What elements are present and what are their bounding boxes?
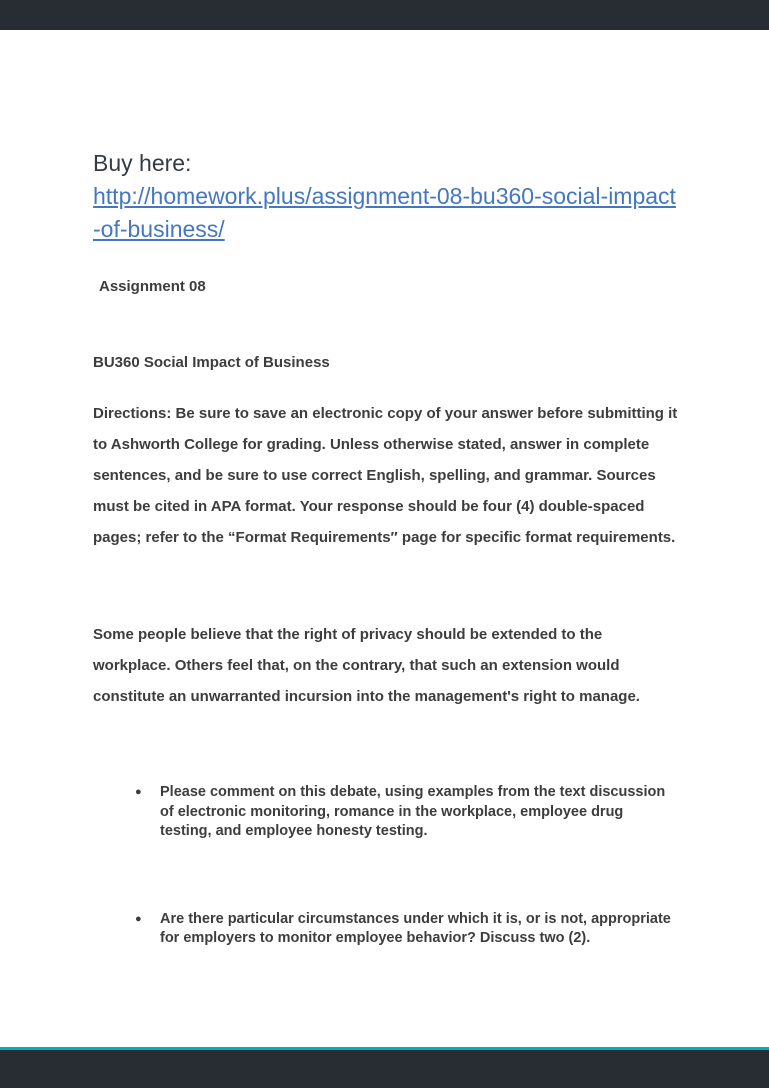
bullet-text: Are there particular circumstances under which it is, or is not, appropriate for employers to monitor employee behavior? Discuss two (2).: [160, 910, 671, 946]
viewer-bottom-bar: [0, 1050, 769, 1088]
course-title: BU360 Social Impact of Business: [93, 354, 330, 371]
product-link[interactable]: http://homework.plus/assignment-08-bu360-social-impact-of-business/: [93, 183, 676, 242]
bullet-list: [93, 783, 676, 949]
directions-paragraph: Directions: Be sure to save an electronic copy of your answer before submitting it to Ashworth College for grading. Unless otherwise stated, answer in complete sentences, and be sure to use correct English, spelling, and grammar. Sources must be cited in APA format. Your response should be four (4) double-spaced pages; refer to the “Format Requirements″ page for specific format requirements.: [93, 405, 678, 546]
bullet-text: Please comment on this debate, using examples from the text discussion of electronic monitoring, romance in the workplace, employee drug testing, and employee honesty testing.: [160, 784, 666, 839]
assignment-number: Assignment 08: [99, 278, 206, 295]
privacy-debate-paragraph: Some people believe that the right of privacy should be extended to the workplace. Others feel that, on the contrary, that such an extension would constitute an unwarranted incursion into the management's right to manage.: [93, 626, 640, 705]
bullet-icon: ●: [135, 786, 142, 798]
bullet-icon: ●: [135, 912, 142, 925]
buy-here-label: Buy here:: [93, 150, 192, 176]
list-item: [93, 910, 678, 949]
viewer-top-bar: [0, 0, 769, 30]
list-item: [93, 783, 678, 842]
document-page: [0, 30, 769, 1047]
